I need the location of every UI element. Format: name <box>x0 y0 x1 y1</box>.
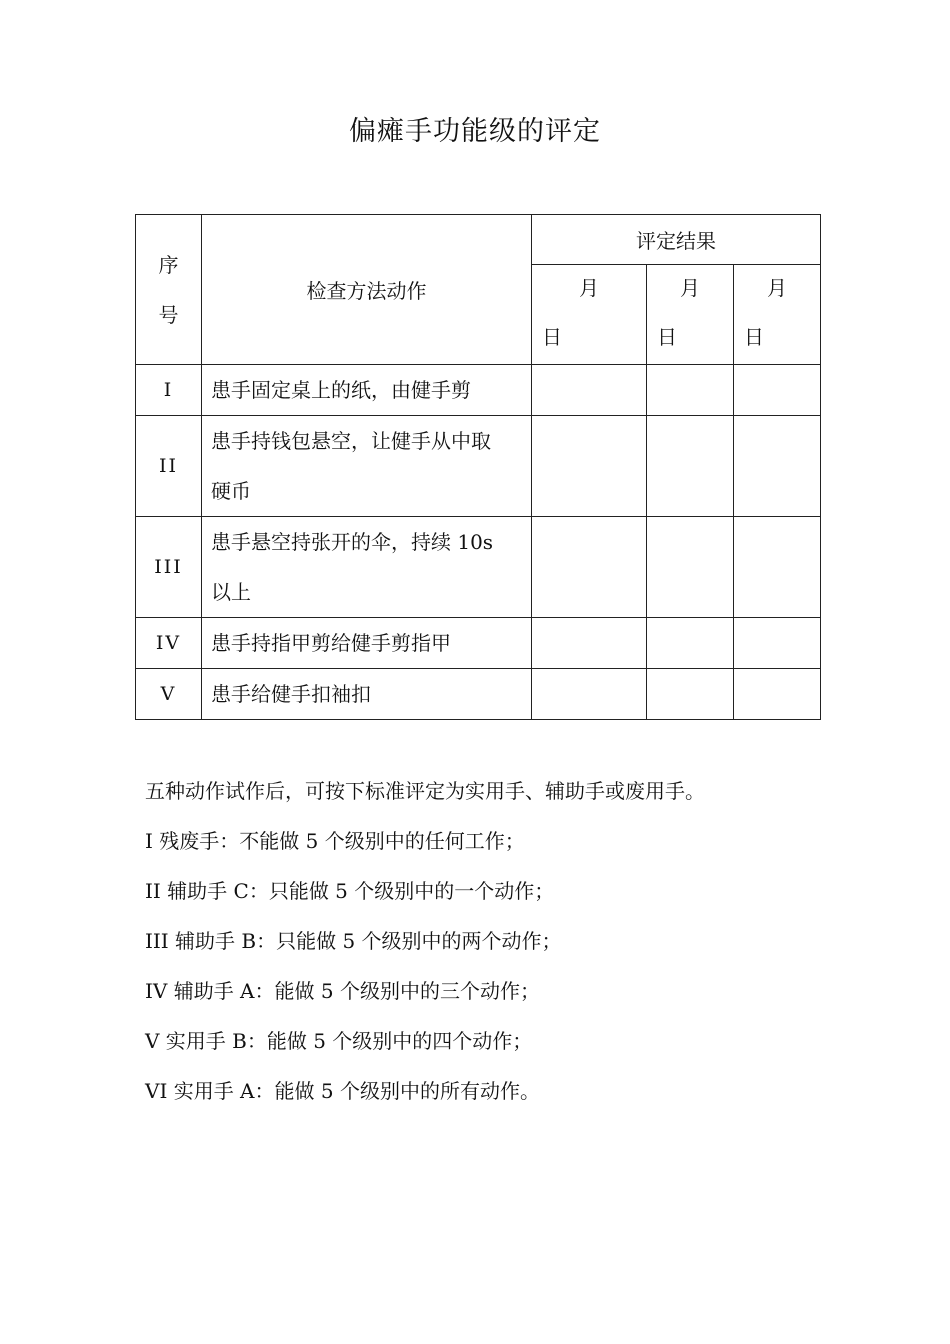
result-header: 评定结果 <box>532 215 821 265</box>
row-seq: III <box>136 517 202 618</box>
seq-header-line1: 序 <box>158 252 179 277</box>
row-seq: II <box>136 416 202 517</box>
assessment-table <box>135 214 821 720</box>
month-label: 月 <box>579 276 599 300</box>
row-seq: I <box>136 365 202 416</box>
day-label: 日 <box>657 325 677 349</box>
grade-line: V 实用手 B：能做 5 个级别中的四个动作； <box>145 1029 533 1053</box>
notes-intro: 五种动作试作后，可按下标准评定为实用手、辅助手或废用手。 <box>145 779 705 803</box>
date-column-1[interactable] <box>532 265 647 365</box>
grade-line: I 残废手：不能做 5 个级别中的任何工作； <box>145 829 525 853</box>
result-cell[interactable] <box>532 618 647 669</box>
day-label: 日 <box>542 325 562 349</box>
result-cell[interactable] <box>647 618 734 669</box>
grade-line: II 辅助手 C：只能做 5 个级别中的一个动作； <box>145 879 555 903</box>
page-title: 偏瘫手功能级的评定 <box>349 116 601 147</box>
row-action-line2: 硬币 <box>211 479 251 503</box>
table-row <box>136 517 821 618</box>
seq-header-line2: 号 <box>158 302 179 327</box>
result-cell[interactable] <box>532 669 647 720</box>
date-column-2[interactable] <box>647 265 734 365</box>
grade-line: IV 辅助手 A：能做 5 个级别中的三个动作； <box>145 979 540 1003</box>
row-action: 患手给健手扣袖扣 <box>202 669 532 720</box>
method-header: 检查方法动作 <box>202 215 532 365</box>
result-cell[interactable] <box>647 517 734 618</box>
grade-line: VI 实用手 A：能做 5 个级别中的所有动作。 <box>145 1079 540 1103</box>
result-cell[interactable] <box>647 669 734 720</box>
result-cell[interactable] <box>532 365 647 416</box>
row-seq: IV <box>136 618 202 669</box>
result-cell[interactable] <box>532 517 647 618</box>
result-cell[interactable] <box>734 365 821 416</box>
result-cell[interactable] <box>734 618 821 669</box>
row-action-line1: 患手持钱包悬空，让健手从中取 <box>211 429 491 453</box>
day-label: 日 <box>744 325 764 349</box>
table-row <box>136 365 821 416</box>
table-row <box>136 669 821 720</box>
header-row-top <box>136 215 821 265</box>
row-action: 患手持指甲剪给健手剪指甲 <box>202 618 532 669</box>
row-action <box>202 517 532 618</box>
grading-notes <box>145 766 845 1116</box>
row-action-line2: 以上 <box>211 580 251 604</box>
table-row <box>136 618 821 669</box>
month-label: 月 <box>680 276 700 300</box>
result-cell[interactable] <box>532 416 647 517</box>
result-cell[interactable] <box>647 416 734 517</box>
date-column-3[interactable] <box>734 265 821 365</box>
row-action: 患手固定桌上的纸，由健手剪 <box>202 365 532 416</box>
table-row <box>136 416 821 517</box>
row-action-line1: 患手悬空持张开的伞，持续 10s <box>211 530 494 554</box>
row-action <box>202 416 532 517</box>
result-cell[interactable] <box>734 669 821 720</box>
seq-header <box>136 215 202 365</box>
result-cell[interactable] <box>647 365 734 416</box>
result-cell[interactable] <box>734 416 821 517</box>
grade-line: III 辅助手 B：只能做 5 个级别中的两个动作； <box>145 929 562 953</box>
result-cell[interactable] <box>734 517 821 618</box>
month-label: 月 <box>767 276 787 300</box>
row-seq: V <box>136 669 202 720</box>
